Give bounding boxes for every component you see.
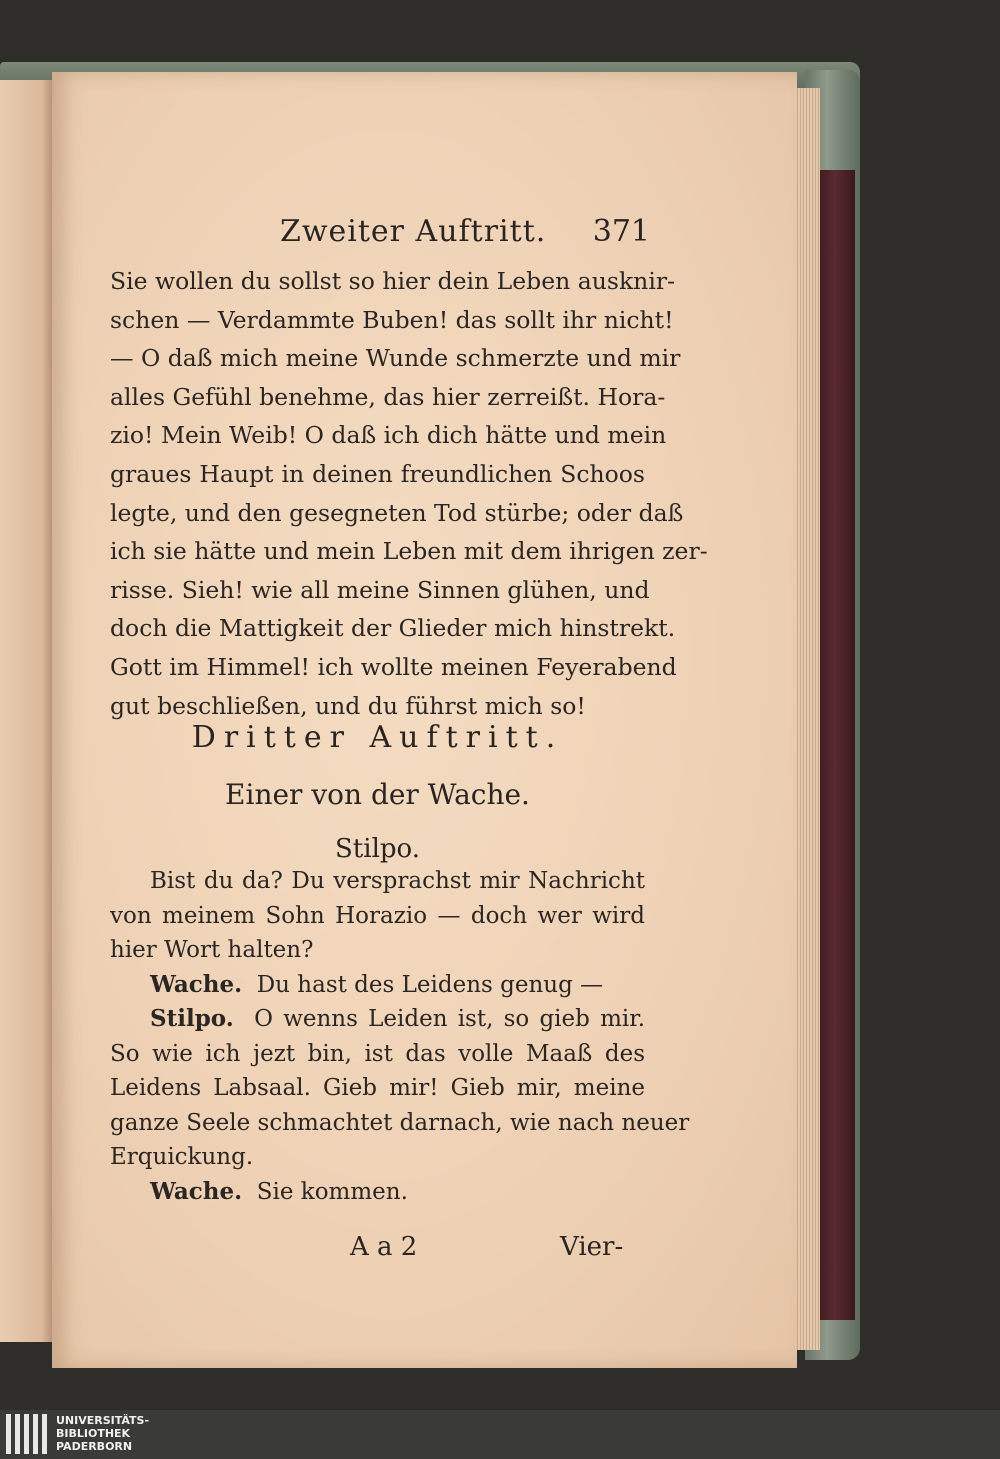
dialogue-line: ganze Seele schmachtet darnach, wie nach neuer <box>110 1109 690 1136</box>
left-page <box>0 80 54 1342</box>
library-name <box>56 1414 149 1453</box>
page-header <box>110 214 650 258</box>
speaker-name: Stilpo. <box>150 1005 234 1032</box>
speaker-name: Wache. <box>150 970 243 998</box>
text-line: gut beschließen, und du führst mich so! <box>110 691 586 720</box>
dialogue-line <box>110 968 645 1003</box>
text-line: ich sie hätte und mein Leben mit dem ihrigen zer- <box>110 537 708 566</box>
dialogue <box>110 864 690 1209</box>
dialogue-line: hier Wort halten? <box>110 937 314 963</box>
library-name-line: BIBLIOTHEK <box>56 1427 131 1440</box>
dialogue-paragraph <box>110 1002 690 1175</box>
dialogue-line: So wie ich jezt bin, ist das volle Maaß des <box>110 1040 645 1067</box>
text-line: zio! Mein Weib! O daß ich dich hätte und mein <box>110 421 667 450</box>
dialogue-text: Sie kommen. <box>256 1178 408 1205</box>
catchword: Vier- <box>560 1232 624 1262</box>
body-text <box>110 262 708 725</box>
signature-mark: A a 2 <box>350 1232 418 1262</box>
text-line: Gott im Himmel! ich wollte meinen Feyerabend <box>110 652 677 681</box>
page-number: 371 <box>592 214 650 249</box>
text-line: risse. Sieh! wie all meine Sinnen glühen, und <box>110 575 650 604</box>
dialogue-line: Bist du da? Du versprachst mir Nachricht <box>150 868 645 894</box>
text-line: Sie wollen du sollst so hier dein Leben ausknir- <box>110 267 676 295</box>
running-head: Zweiter Auftritt. <box>280 214 547 249</box>
text-line: doch die Mattigkeit der Glieder mich hinstrekt. <box>110 614 676 643</box>
dialogue-line: von meinem Sohn Horazio — doch wer wird <box>110 902 645 929</box>
dialogue-text: O wenns Leiden ist, so gieb mir. <box>254 1006 646 1032</box>
cast-list: Einer von der Wache. <box>225 778 530 811</box>
dialogue-text: Du hast des Leidens genug — <box>256 971 604 998</box>
dialogue-paragraph <box>110 864 645 968</box>
dialogue-line: Leidens Labsaal. Gieb mir! Gieb mir, meine <box>110 1075 645 1101</box>
text-line: graues Haupt in deinen freundlichen Schoos <box>110 459 645 488</box>
dialogue-line <box>110 1002 645 1037</box>
footer-bar <box>0 1410 1000 1459</box>
dialogue-line: Erquickung. <box>110 1144 254 1170</box>
book-cover-band <box>815 170 855 1320</box>
library-name-line: UNIVERSITÄTS- <box>56 1414 150 1427</box>
university-library-logo-icon <box>6 1414 54 1454</box>
text-line: alles Gefühl benehme, das hier zerreißt. Hora- <box>110 382 666 411</box>
dialogue-line <box>110 1175 645 1210</box>
speaker-name: Wache. <box>150 1177 243 1205</box>
dialogue-paragraph <box>110 968 645 1003</box>
text-line: — O daß mich meine Wunde schmerzte und mir <box>110 344 681 373</box>
speaker-heading: Stilpo. <box>335 834 420 864</box>
scene-title: Dritter Auftritt. <box>191 720 564 755</box>
dialogue-paragraph <box>110 1175 645 1210</box>
text-line: legte, und den gesegneten Tod stürbe; oder daß <box>110 498 684 527</box>
text-line: schen — Verdammte Buben! das sollt ihr nicht! <box>110 305 674 334</box>
library-name-line: PADERBORN <box>56 1440 133 1453</box>
